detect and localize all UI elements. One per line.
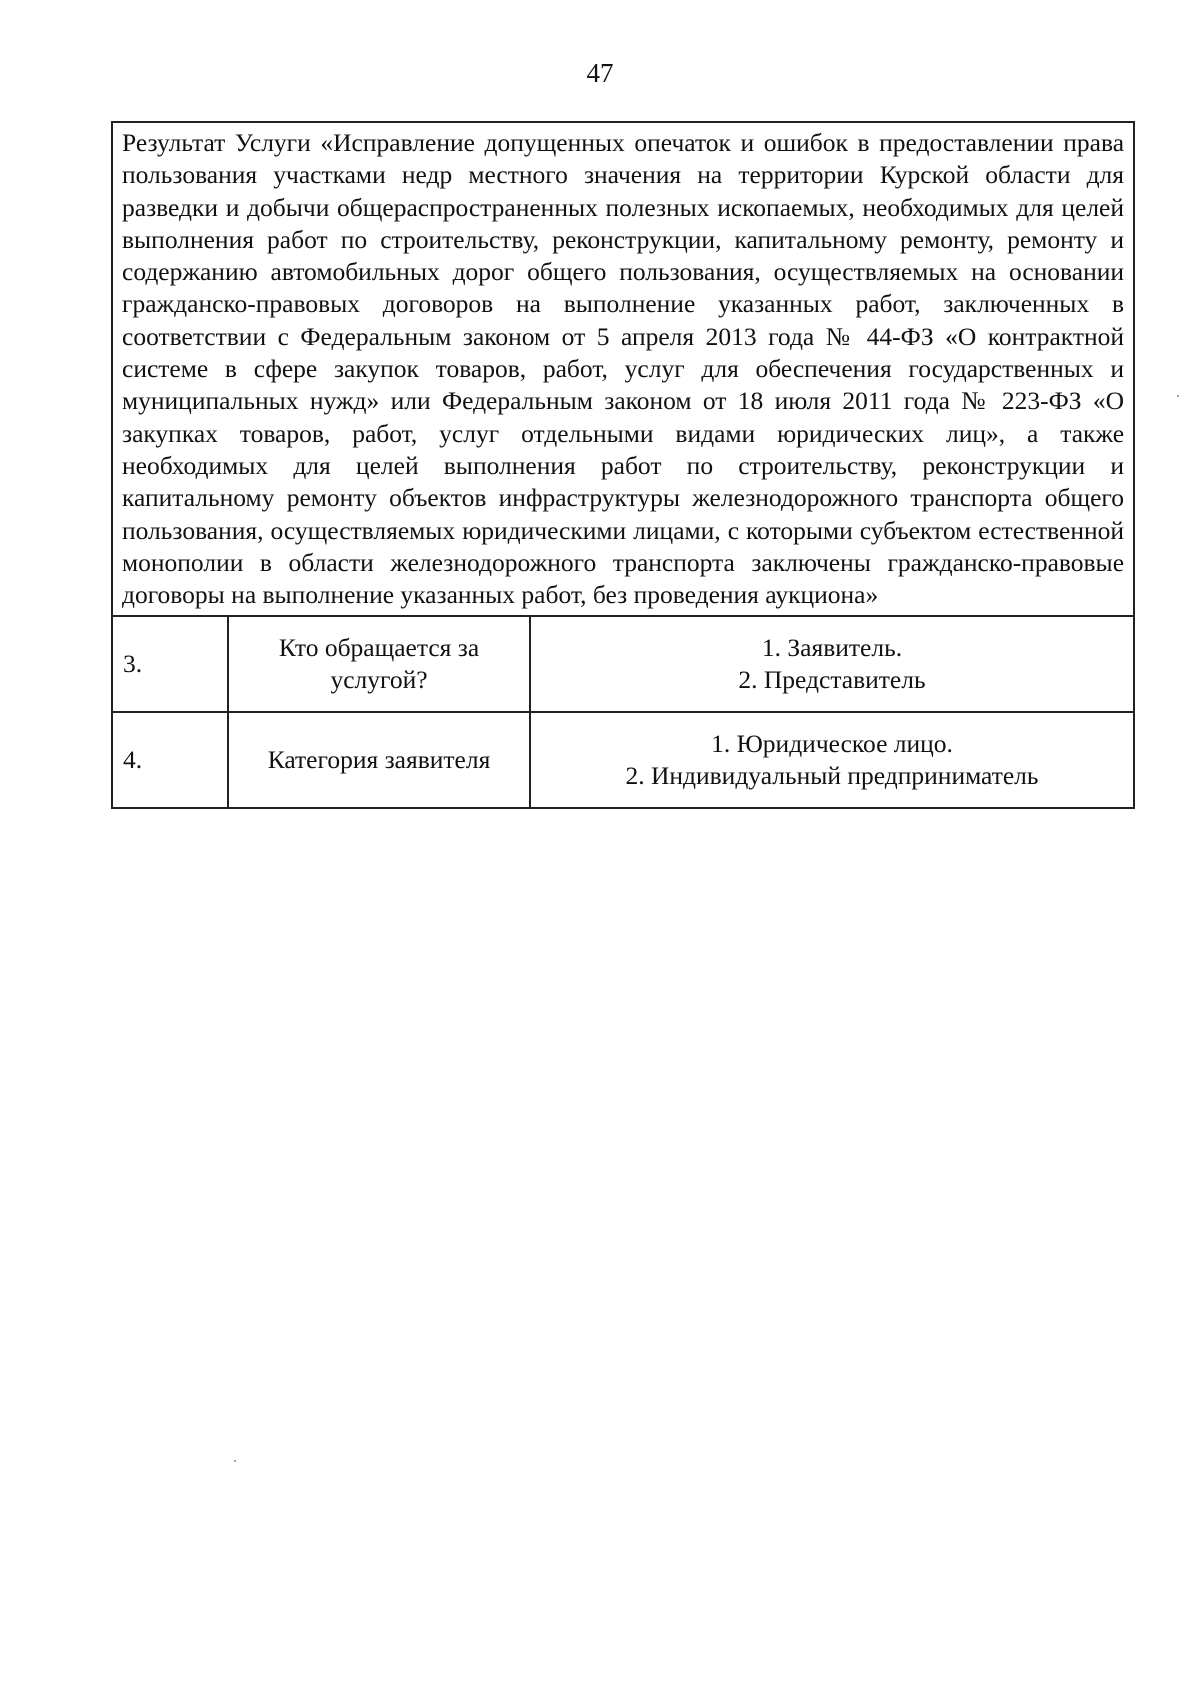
service-info-table [111,121,1135,809]
row-value-item: 2. Индивидуальный предприниматель [625,761,1039,791]
table-row [112,712,1134,808]
row-values [530,616,1134,712]
table-row [112,616,1134,712]
row-label: Категория заявителя [228,712,530,808]
scan-speck [234,1460,236,1462]
row-label: Кто обращается за услугой? [228,616,530,712]
row-value-item: 2. Представитель [738,665,926,695]
result-cell: Результат Услуги «Исправление допущенных опечаток и ошибок в предоставлении права пользования участками недр местного значения на территории Курской области для разведки и добычи общераспространенных полезных ископаемых, необходимых для целей выполнения работ по строительству, реконструкции, капитальному ремонту, ремонту и содержанию автомобильных дорог общего пользования, осуществляемых на основании гражданско-правовых договоров на выполнение указанных работ, заключенных в соответствии с Федеральным законом от 5 апреля 2013 года № 44-ФЗ «О контрактной системе в сфере закупок товаров, работ, услуг для обеспечения государственных и муниципальных нужд» или Федеральным законом от 18 июля 2011 года № 223-ФЗ «О закупках товаров, работ, услуг отдельными видами юридических лиц», а также необходимых для целей выполнения работ по строительству, реконструкции и капитальному ремонту объектов инфраструктуры железнодорожного транспорта общего пользования, осуществляемых юридическими лицами, с которыми субъектом естественной монополии в области железнодорожного транспорта заключены гражданско-правовые договоры на выполнение указанных работ, без проведения аукциона» [112,122,1134,616]
page-number: 47 [586,58,614,88]
row-value-item: 1. Заявитель. [761,633,903,663]
row-values [530,712,1134,808]
row-value-item: 1. Юридическое лицо. [711,729,953,759]
row-number: 4. [112,712,228,808]
scan-speck [1177,395,1179,397]
table-row-result [112,122,1134,616]
row-number: 3. [112,616,228,712]
